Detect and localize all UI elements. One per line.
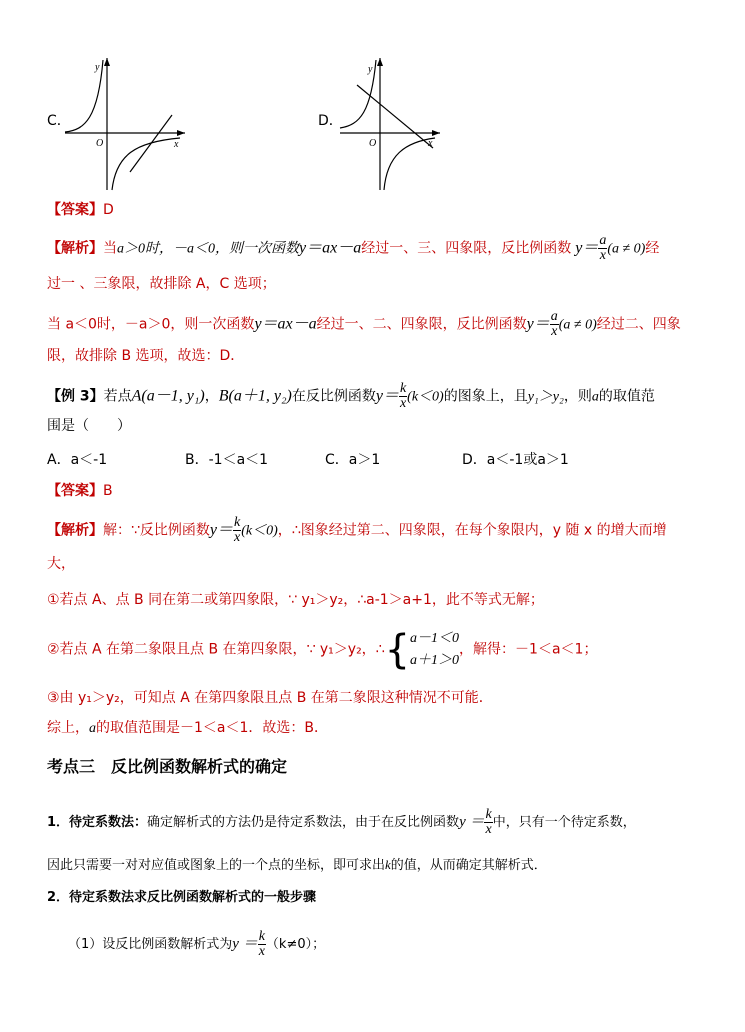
ex3-analysis-case3: ③由 y₁＞y₂，可知点 A 在第四象限且点 B 在第二象限这种情况不可能．	[47, 690, 493, 706]
math: y＝ax－a	[254, 315, 317, 333]
section3-p1-line2	[47, 857, 547, 874]
option-d-label: D．	[318, 113, 343, 129]
ex3-option-d: D．a＜-1或a＞1	[462, 452, 569, 468]
section3-p2-title: 2．待定系数法求反比例函数解析式的一般步骤	[47, 890, 317, 905]
text: 经过一、二、四象限，反比例函数	[316, 316, 527, 333]
math: (k＜0)	[241, 523, 278, 539]
fraction-k-over-x: $\frac{k}{x}$	[399, 381, 407, 411]
ex3-option-b: B．-1＜a＜1	[185, 452, 269, 468]
x-axis-label: x	[428, 138, 433, 149]
ex3-analysis-summary	[47, 720, 328, 738]
x-axis-arrow	[432, 130, 440, 136]
ex2-analysis-line2: 过一 、三象限，故排除 A，C 选项；	[47, 276, 276, 292]
text: ，则	[563, 388, 592, 405]
ex2-analysis-line3	[47, 310, 681, 339]
text: 因此只需要一对对应值或图象上的一个点的坐标，即可求出	[47, 858, 386, 873]
math: (a ≠ 0)	[607, 241, 646, 257]
answer-value: B	[103, 483, 113, 499]
analysis-tag: 【解析】	[47, 240, 103, 257]
fraction-k-over-x: $\frac{k}{x}$	[258, 929, 265, 959]
math: k	[385, 857, 391, 872]
text: 若点	[103, 388, 132, 405]
text: 经过二、四象	[596, 316, 681, 333]
ex3-question-line2: 围是（ ）	[47, 418, 131, 434]
section-title: 考点三 反比例函数解析式的确定	[47, 757, 288, 776]
p1-tag: 1．待定系数法：	[47, 815, 148, 830]
math: a	[591, 389, 599, 405]
text: ，∴图象经过第二、四象限，在每个象限内，y 随 x 的增大而增	[277, 522, 667, 539]
x-axis-label: x	[174, 139, 179, 150]
fraction-a-over-x: $\frac{a}{x}$	[599, 233, 607, 263]
y-axis-label: y	[368, 64, 373, 75]
math: a＞0时，	[117, 241, 173, 257]
ex3-option-c: C．a＞1	[325, 452, 381, 468]
text: 的值，从而确定其解析式．	[390, 858, 547, 873]
math: (k＜0)	[407, 389, 444, 405]
ex3-question-line1	[47, 382, 655, 411]
y-axis-label: y	[95, 62, 100, 73]
fraction-a-over-x: $\frac{a}{x}$	[550, 309, 558, 339]
math: y＝	[375, 387, 399, 405]
math: y＝ax－a	[299, 239, 362, 257]
text: 的取值范	[598, 388, 655, 405]
ex2-answer	[47, 202, 114, 219]
text: 的取值范围是－1＜a＜1．故选：B．	[96, 720, 328, 736]
ex3-analysis-case2	[47, 628, 597, 672]
origin-label: O	[96, 138, 104, 149]
option-c-graph	[60, 50, 190, 195]
text: 在反比例函数	[291, 388, 376, 405]
hyperbola-branch-lower-right	[112, 138, 180, 190]
answer-tag: 【答案】	[47, 202, 103, 218]
math: (a ≠ 0)	[558, 317, 597, 333]
inequality-system: { a－1＜0 a＋1＞0	[384, 627, 460, 673]
answer-value: D	[103, 202, 114, 218]
math: －a＜0，则一次函数	[173, 241, 299, 257]
ex2-analysis-line4: 限，故排除 B 选项，故选：D．	[47, 348, 245, 364]
text: ，	[204, 388, 219, 405]
text: 当 a＜0时，－a＞0，则一次函数	[47, 316, 255, 333]
text: 当	[103, 240, 117, 257]
section3-step1	[68, 930, 325, 959]
math: y ＝	[459, 814, 485, 830]
x-axis-arrow	[177, 130, 185, 136]
math: a	[89, 721, 96, 736]
text: 经过一、三、四象限，反比例函数	[361, 240, 572, 257]
ex3-option-a: A．a＜-1	[47, 452, 108, 468]
text: 确定解析式的方法仍是待定系数法，由于在反比例函数	[147, 815, 460, 830]
fraction-k-over-x: $\frac{k}{x}$	[234, 515, 241, 545]
text: （1）设反比例函数解析式为	[68, 937, 233, 952]
y-axis-arrow	[104, 58, 110, 66]
math: y₁＞y₂	[527, 389, 564, 405]
ex2-analysis-line1: 【解析】当a＞0时，－a＜0，则一次函数y＝ax－a经过一、三、四象限，反比例函数 y＝ $\frac{a}{x}$ (a ≠ 0)经	[47, 233, 660, 263]
math: B(a＋1, y₂)	[218, 387, 292, 405]
option-d-graph	[335, 50, 445, 195]
option-c-label: C．	[47, 113, 71, 129]
fraction-k-over-x: $\frac{k}{x}$	[485, 807, 492, 837]
text: 解：∵反比例函数	[103, 522, 210, 539]
section3-p1-line1	[47, 808, 636, 837]
text: 中，只有一个待定系数，	[492, 815, 636, 830]
math: y＝	[526, 315, 550, 333]
text: （k≠0）；	[265, 937, 326, 952]
linear-function-line	[130, 115, 172, 172]
text: 的图象上，且	[443, 388, 528, 405]
math: y＝	[209, 521, 234, 539]
text: 经	[645, 240, 660, 257]
origin-label: O	[369, 138, 377, 149]
text: 综上，	[47, 720, 89, 736]
ex3-analysis-line2: 大，	[47, 556, 75, 572]
text: ②若点 A 在第二象限且点 B 在第四象限，∵ y₁＞y₂，∴	[47, 641, 385, 658]
ex3-analysis-case1: ①若点 A、点 B 同在第二或第四象限，∵ y₁＞y₂，∴a-1＞a+1，此不等式无解；	[47, 592, 544, 608]
ex3-analysis-line1	[47, 516, 667, 545]
text: ，解得：－1＜a＜1；	[459, 641, 598, 658]
math: y ＝	[232, 936, 258, 952]
answer-tag: 【答案】	[47, 483, 103, 499]
example-tag: 【例 3】	[47, 388, 104, 405]
math: A(a－1, y₁)	[131, 387, 205, 405]
y-axis-arrow	[377, 58, 383, 66]
analysis-tag: 【解析】	[47, 522, 103, 539]
ex3-answer	[47, 483, 113, 500]
